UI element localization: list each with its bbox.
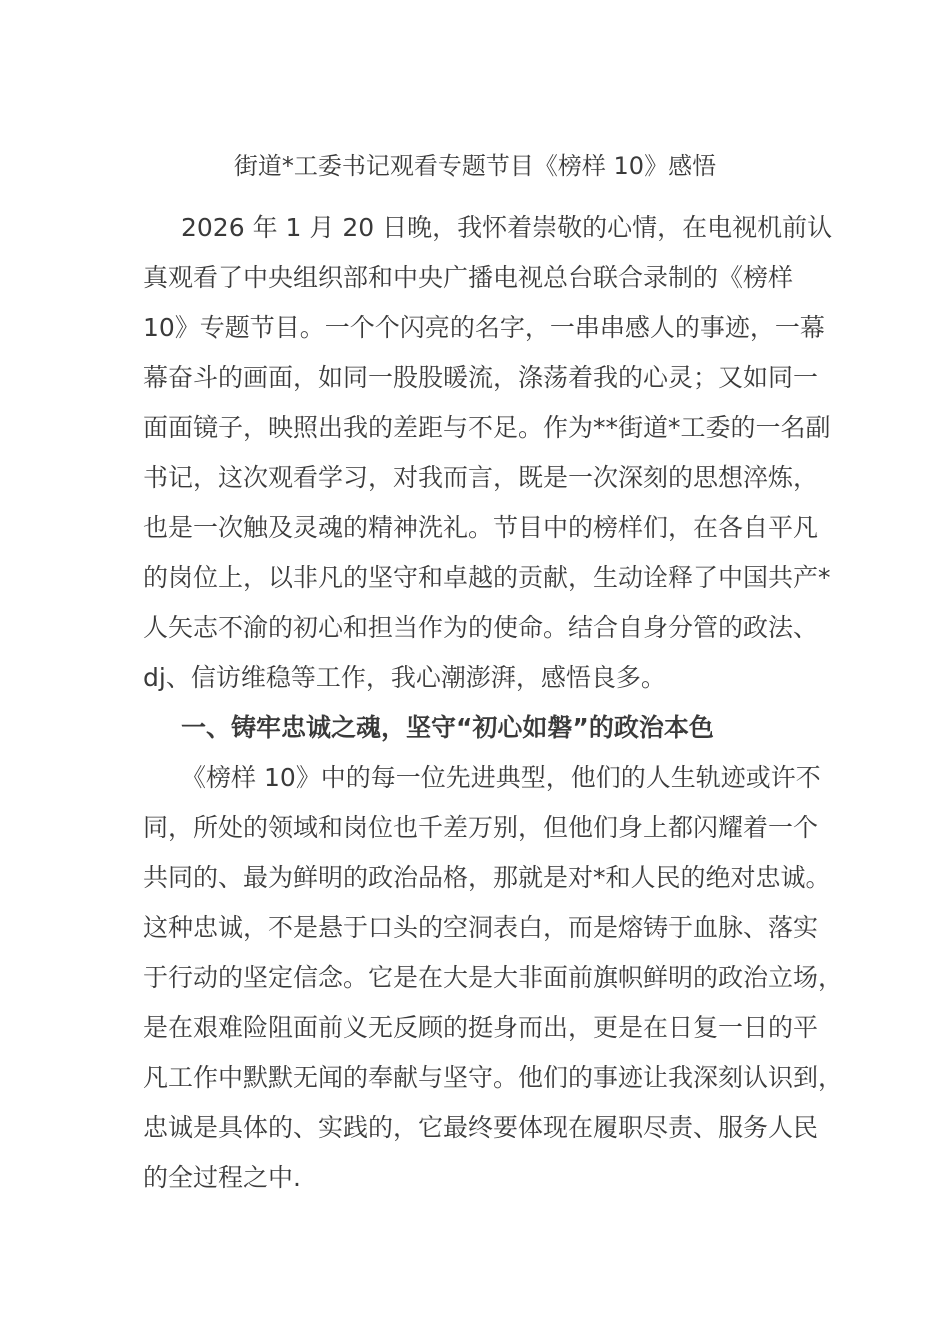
paragraph-section-1 <box>143 753 844 1203</box>
section-heading: 一、铸牢忠诚之魂，坚守“初心如磐”的政治本色 <box>181 713 714 742</box>
text-line: 凡工作中默默无闻的奉献与坚守。他们的事迹让我深刻认识到， <box>143 1063 844 1092</box>
text-line: 共同的、最为鲜明的政治品格，那就是对*和人民的绝对忠诚。 <box>143 863 831 892</box>
text-line: 忠诚是具体的、实践的，它最终要体现在履职尽责、服务人民 <box>143 1113 819 1142</box>
text-line: 这种忠诚，不是悬于口头的空洞表白，而是熔铸于血脉、落实 <box>143 913 819 942</box>
text-line: 的岗位上，以非凡的坚守和卓越的贡献，生动诠释了中国共产* <box>143 563 831 592</box>
text-line: 于行动的坚定信念。它是在大是大非面前旗帜鲜明的政治立场， <box>143 963 844 992</box>
text-line: 2026 年 1 月 20 日晚，我怀着崇敬的心情，在电视机前认 <box>181 213 833 242</box>
text-line: 10》专题节目。一个个闪亮的名字，一串串感人的事迹，一幕 <box>143 313 825 342</box>
text-line: 人矢志不渝的初心和担当作为的使命。结合自身分管的政法、 <box>143 613 819 642</box>
document-body <box>143 203 844 1203</box>
text-line: 面面镜子，映照出我的差距与不足。作为**街道*工委的一名副 <box>143 413 831 442</box>
text-line: dj、信访维稳等工作，我心潮澎湃，感悟良多。 <box>143 663 666 692</box>
text-line: 是在艰难险阻面前义无反顾的挺身而出，更是在日复一日的平 <box>143 1013 819 1042</box>
document-title: 街道*工委书记观看专题节目《榜样 10》感悟 <box>233 152 717 180</box>
text-line: 真观看了中央组织部和中央广播电视总台联合录制的《榜样 <box>143 263 794 292</box>
text-line: 《榜样 10》中的每一位先进典型，他们的人生轨迹或许不 <box>181 763 821 792</box>
text-line: 同，所处的领域和岗位也千差万别，但他们身上都闪耀着一个 <box>143 813 819 842</box>
text-line: 书记，这次观看学习，对我而言，既是一次深刻的思想淬炼， <box>143 463 819 492</box>
text-line: 的全过程之中. <box>143 1163 301 1192</box>
text-line: 也是一次触及灵魂的精神洗礼。节目中的榜样们，在各自平凡 <box>143 513 819 542</box>
paragraph-intro <box>143 203 833 703</box>
text-line: 幕奋斗的画面，如同一股股暖流，涤荡着我的心灵；又如同一 <box>143 363 819 392</box>
